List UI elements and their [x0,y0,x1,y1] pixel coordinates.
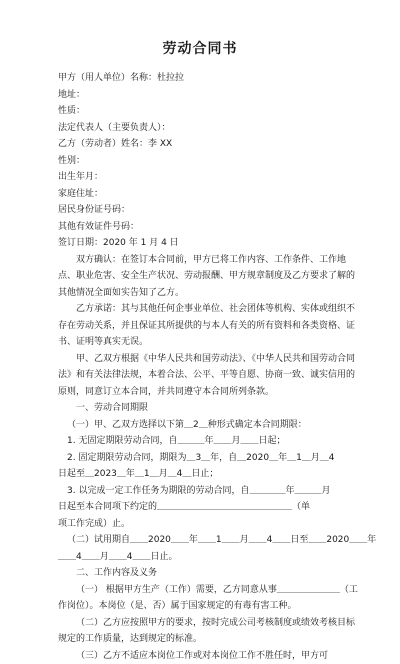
clause-duty-position: （一） 根据甲方生产（工作）需要，乙方同意从事＿＿＿＿＿＿＿（工作岗位）。本岗位（是、否）属于国家规定的有毒有害工种。 [58,582,362,615]
clause-open-ended: 1. 无固定期限劳动合同，自＿＿＿年＿＿月＿＿日起； [58,433,362,450]
clause-duty-unsuitable: （三）乙方不适应本岗位工作或对本岗位工作不胜任时，甲方可 [58,648,362,664]
party-b-id-number: 居民身份证号码： [58,202,362,219]
clause-probation-2: ＿＿4＿＿月＿＿4＿＿日止。 [58,549,362,566]
clause-task-term-1: 3. 以完成一定工作任务为期限的劳动合同，自＿＿＿＿年＿＿＿月 [58,483,362,500]
party-b-gender: 性别： [58,153,362,170]
party-a-name: 甲方（用人单位）名称：杜拉拉 [58,70,362,87]
party-a-legal-rep: 法定代表人（主要负责人）： [58,120,362,137]
clause-duty-quality: （二）乙方应按照甲方的要求，按时完成公司考核制度或绩效考核目标规定的工作质量，达到规定的标准。 [58,615,362,648]
paragraph-commitment: 乙方承诺：其与其他任何企事业单位、社会团体等机构、实体或组织不存在劳动关系，并且保证其所提供的与本人有关的所有资料和各类资格、证书、证明等真实无误。 [58,301,362,351]
clause-probation-1: （二）试用期自＿＿2020＿＿年＿＿1＿＿月＿＿4＿＿日至＿＿2020＿＿年 [58,532,362,549]
party-a-nature: 性质： [58,103,362,120]
party-b-other-id: 其他有效证件号码： [58,219,362,236]
party-b-home-address: 家庭住址： [58,186,362,203]
paragraph-confirmation: 双方确认：在签订本合同前，甲方已将工作内容、工作条件、工作地点、职业危害、安全生产状况、劳动报酬、甲方规章制度及乙方要求了解的其他情况全面如实告知了乙方。 [58,252,362,302]
section-heading-duties: 二、工作内容及义务 [58,565,362,582]
document-title: 劳动合同书 [0,38,400,58]
party-a-address: 地址： [58,87,362,104]
sign-date: 签订日期：2020 年 1 月 4 日 [58,235,362,252]
party-b-name: 乙方（劳动者）姓名：李 XX [58,136,362,153]
clause-task-term-3: 项工作完成）止。 [58,516,362,533]
clause-term-type: （一）甲、乙双方选择以下第＿2＿种形式确定本合同期限： [58,417,362,434]
clause-fixed-term-2: 日起至＿2023＿年＿1＿月＿4＿日止； [58,466,362,483]
section-heading-term: 一、劳动合同期限 [58,400,362,417]
document-body [58,70,362,664]
party-b-birth: 出生年月： [58,169,362,186]
paragraph-legal-basis: 甲、乙双方根据《中华人民共和国劳动法》、《中华人民共和国劳动合同法》和有关法律法规，本着合法、公平、平等自愿、协商一致、诚实信用的原则，同意订立本合同，并共同遵守本合同所列条款。 [58,351,362,401]
clause-task-term-2: 日起至本合同项下约定的＿＿＿＿＿＿＿＿＿＿＿＿＿＿＿（单 [58,499,362,516]
clause-fixed-term-1: 2. 固定期限劳动合同，期限为＿3＿年，自＿2020＿年＿1＿月＿4 [58,450,362,467]
